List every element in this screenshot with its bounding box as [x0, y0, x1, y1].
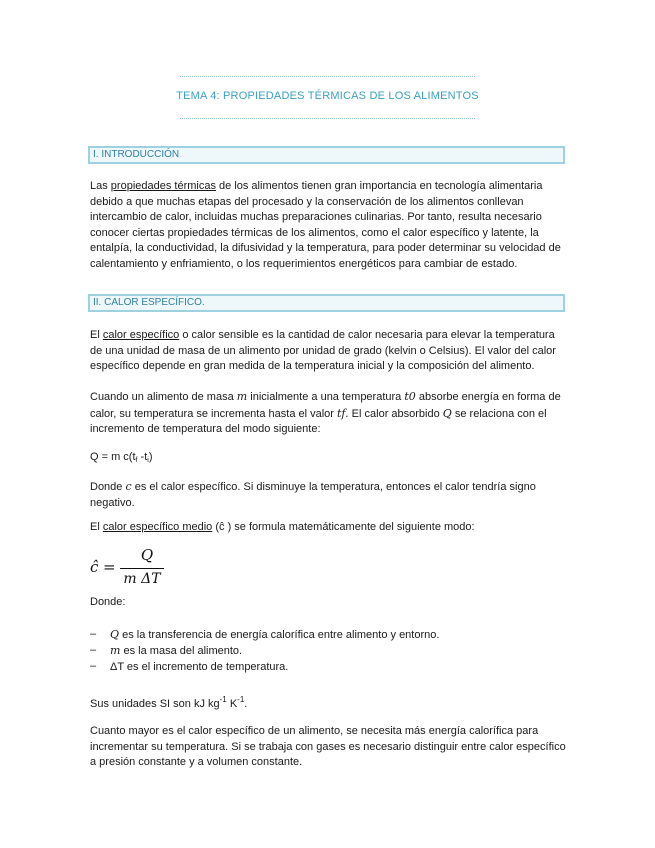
formula-lhs: ĉ [90, 558, 99, 576]
calor-medio-paragraph: El calor específico medio (ĉ ) se formula matemáticamente del siguiente modo: [90, 521, 475, 533]
document-page: TEMA 4: PROPIEDADES TÉRMICAS DE LOS ALIMENTOS I. INTRODUCCIÓN Las propiedades térmicas de los alimentos tienen gran importancia en tecnología alimentaria debido a que muchas etapas del procesado y la conservación de los alimentos conllevan intercambio de calor, incluidas muchas preparaciones culinarias. Por tanto, resulta necesario conocer ciertas propiedades térmicas de los alimentos, como el calor específico y latente, la entalpía, la conductividad, la difusividad y la temperatura, para poder determinar su velocidad de calentamiento y enfriamiento, o los requerimientos energéticos para cambiar de estado. II. CALOR ESPECÍFICO. El calor específico o calor sensible es la cantidad de calor necesaria para elevar la temperatura de una unidad de masa de un alimento por unidad de grado (kelvin o Celsius). El valor del calor específico depende en gran medida de la temperatura inicial y la composición del alimento. Cuando un alimento de masa m inicialmente a una temperatura t0 absorbe energía en forma de calor, su temperatura se incrementa hasta el valor tf. El calor absorbido Q se relaciona con el incremento de temperatura del modo siguiente: Q = m $c(t_f$ $-t_i$) Donde c es el calor específico. Si disminuye la temperatura, entonces el calor tendría signo negativo. El calor específico medio (ĉ ) se formula matemáticamente del siguiente modo: ĉ = Q m ΔT Donde: – Q es la transferencia de energía calorífica entre alimento y entorno. – m es la masa del alimento. – ΔT es el incremento de temperatura. Sus unidades SI son kJ $kg^{-1}$ $K^{-1}$. Cuanto mayor es el calor específico de un alimento, se necesita más energía calorífica para incrementar su temperatura. Si se trabaja con gases es necesario distinguir entre calor específico a presión constante y a volumen constante. [0, 0, 655, 848]
term-propiedades-termicas: propiedades térmicas [110, 180, 216, 192]
title-top-rule [180, 76, 475, 77]
title-bottom-rule [180, 118, 475, 119]
page-title: TEMA 4: PROPIEDADES TÉRMICAS DE LOS ALIMENTOS [176, 90, 479, 102]
intro-paragraph: Las propiedades térmicas de los alimentos tienen gran importancia en tecnología alimentaria debido a que muchas etapas del procesado y la conservación de los alimentos conllevan intercambio de calor, incluidas muchas preparaciones culinarias. Por tanto, resulta necesario conocer ciertas propiedades térmicas de los alimentos, como el calor específico y latente, la entalpía, la conductividad, la difusividad y la temperatura, para poder determinar su velocidad de calentamiento y enfriamiento, o los requerimientos energéticos para cambiar de estado. [90, 180, 561, 270]
formula-equals: = [103, 558, 116, 576]
formula-numerator: Q [140, 546, 154, 564]
calor-definition-paragraph: El calor específico o calor sensible es la cantidad de calor necesaria para elevar la temperatura de una unidad de masa de un alimento por unidad de grado (kelvin o Celsius). El valor del calor específico depende en gran medida de la temperatura inicial y la composición del alimento. [90, 329, 556, 372]
si-units-line: Sus unidades SI son kJ $kg^{-1}$ $K^{-1}$. [90, 695, 248, 710]
section-heading-introduccion: I. INTRODUCCIÓN [88, 146, 565, 164]
calor-absorbido-paragraph: Cuando un alimento de masa m inicialmente a una temperatura t0 absorbe energía en forma de calor, su temperatura se incrementa hasta el valor tf. El calor absorbido Q se relaciona con el incremento de temperatura del modo siguiente: [90, 390, 561, 435]
section-heading-calor-especifico: II. CALOR ESPECÍFICO. [88, 294, 565, 312]
closing-paragraph: Cuanto mayor es el calor específico de un alimento, se necesita más energía calorífica para incrementar su temperatura. Si se trabaja con gases es necesario distinguir entre calor específico a presión constante y a volumen constante. [90, 725, 566, 768]
term-calor-especifico-medio: calor específico medio [102, 521, 213, 533]
donde-label: Donde: [90, 596, 126, 608]
term-calor-especifico: calor específico [102, 329, 180, 341]
formula-fraction-bar [120, 568, 164, 569]
formula-denominator: m ΔT [123, 571, 161, 587]
heat-equation: Q = m $c(t_f$ $-t_i$) [90, 451, 153, 464]
donde-c-paragraph: Donde c es el calor específico. Si disminuye la temperatura, entonces el calor tendría signo negativo. [90, 480, 536, 509]
mean-specific-heat-formula [90, 546, 210, 586]
